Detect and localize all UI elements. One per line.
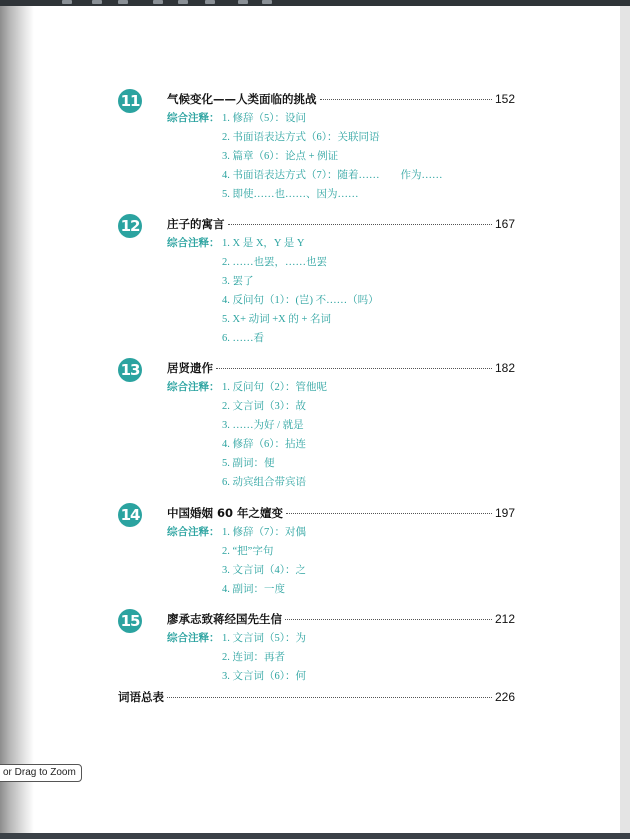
note-label: 综合注释： (167, 381, 220, 393)
toolbar-button-icon[interactable] (205, 0, 215, 4)
chapter-number-badge: 13 (118, 358, 142, 382)
note-item: 5. 即使……也……、因为…… (222, 189, 359, 200)
viewer-right-margin (620, 6, 630, 833)
toolbar-button-icon[interactable] (92, 0, 102, 4)
toolbar-button-icon[interactable] (62, 0, 72, 4)
note-item: 2. “把”字句 (222, 546, 274, 557)
chapter-title[interactable]: 廖承志致蒋经国先生信 (167, 612, 282, 626)
note-item: 4. 书面语表达方式（7）：随着…… 作为…… (222, 170, 443, 181)
toc-entry[interactable] (167, 91, 515, 107)
toc-entry[interactable] (167, 611, 515, 627)
note-label: 综合注释： (167, 112, 220, 124)
note-item: 3. 罢了 (222, 276, 254, 287)
note-item: 2. 文言词（3）：故 (222, 401, 306, 412)
note-label: 综合注释： (167, 237, 220, 249)
dot-leader (320, 99, 492, 100)
note-item: 4. 修辞（6）：拈连 (222, 439, 306, 450)
page-number: 167 (494, 217, 515, 231)
chapter-number-badge: 11 (118, 89, 142, 113)
note-item: 3. 文言词（6）：何 (222, 671, 306, 682)
toc-entry[interactable] (167, 216, 515, 232)
note-label: 综合注释： (167, 632, 220, 644)
chapter-title[interactable]: 庄子的寓言 (167, 217, 225, 231)
toc-entry-glossary[interactable] (118, 689, 515, 705)
toolbar-button-icon[interactable] (118, 0, 128, 4)
dot-leader (216, 368, 492, 369)
note-item: 6. 动宾组合带宾语 (222, 477, 306, 488)
chapter-title[interactable]: 气候变化——人类面临的挑战 (167, 92, 317, 106)
page-number: 226 (494, 690, 515, 704)
page-number: 182 (494, 361, 515, 375)
note-label: 综合注释： (167, 526, 220, 538)
note-item: 2. 书面语表达方式（6）：关联同语 (222, 132, 380, 143)
note-item: 4. 副词：一度 (222, 584, 285, 595)
note-item: 5. 副词：便 (222, 458, 275, 469)
note-item: 1. 反问句（2）：管他呢 (222, 382, 327, 393)
note-item: 3. 文言词（4）：之 (222, 565, 306, 576)
toolbar-button-icon[interactable] (178, 0, 188, 4)
chapter-title[interactable]: 中国婚姻 60 年之嬗变 (167, 506, 284, 520)
document-page (0, 6, 620, 833)
toolbar-button-icon[interactable] (238, 0, 248, 4)
glossary-title[interactable]: 词语总表 (118, 690, 164, 704)
toc-entry[interactable] (167, 360, 515, 376)
dot-leader (228, 224, 492, 225)
note-item: 6. ……看 (222, 333, 264, 344)
page-number: 152 (494, 92, 515, 106)
page-number: 212 (494, 612, 515, 626)
chapter-number-badge: 12 (118, 214, 142, 238)
note-item: 1. 文言词（5）：为 (222, 633, 306, 644)
page-number: 197 (494, 506, 515, 520)
note-item: 1. 修辞（5）：设问 (222, 113, 306, 124)
dot-leader (286, 513, 492, 514)
viewer-bottom-bar (0, 833, 630, 839)
chapter-title[interactable]: 居贤遗作 (167, 361, 213, 375)
note-item: 5. X+ 动词 +X 的 + 名词 (222, 314, 332, 325)
note-item: 3. ……为好 / 就是 (222, 420, 304, 431)
note-item: 4. 反问句（1）：(岂) 不……（吗） (222, 295, 379, 306)
chapter-number-badge: 15 (118, 609, 142, 633)
note-item: 2. 连词：再者 (222, 652, 285, 663)
toolbar-button-icon[interactable] (262, 0, 272, 4)
page-binding-shadow (0, 6, 34, 833)
note-item: 1. 修辞（7）：对偶 (222, 527, 306, 538)
toc-entry[interactable] (167, 505, 515, 521)
chapter-number-badge: 14 (118, 503, 142, 527)
dot-leader (167, 697, 492, 698)
zoom-hint-tooltip: or Drag to Zoom (0, 764, 82, 782)
dot-leader (285, 619, 492, 620)
note-item: 1. X 是 X，Y 是 Y (222, 238, 305, 249)
toolbar-button-icon[interactable] (153, 0, 163, 4)
note-item: 3. 篇章（6）：论点 + 例证 (222, 151, 339, 162)
note-item: 2. ……也罢，……也罢 (222, 257, 327, 268)
